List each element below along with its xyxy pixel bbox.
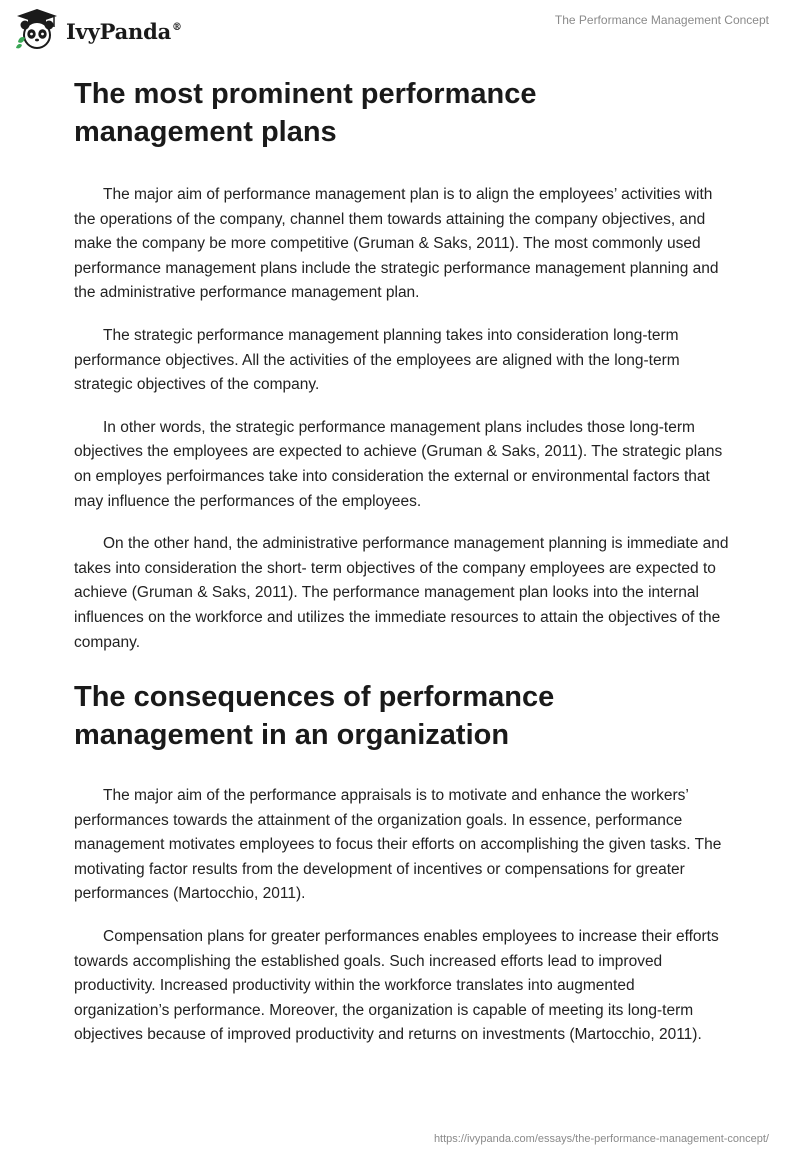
- paragraph: The strategic performance management planning takes into consideration long-term performance objectives. All the activities of the employees are aligned with the long-term strategic objectives of the company.: [74, 326, 680, 394]
- paragraph: The major aim of the performance appraisals is to motivate and enhance the workers’ performances towards the attainment of the organization goals. In essence, performance management motivates employees to focus their efforts on accomplishing the given tasks. The motivating factor results from the development of incentives or compensations for greater performances (Martocchio, 2011).: [74, 787, 722, 903]
- section-heading: The most prominent performance management plans: [74, 78, 537, 148]
- paragraph: The major aim of performance management plan is to align the employees’ activities with the operations of the company, channel them towards attaining the company objectives, and make the company be more competitive (Gruman & Saks, 2011). The most commonly used performance management plans include the strategic performance management planning and the administrative performance management plan.: [74, 186, 719, 302]
- paragraph: In other words, the strategic performance management plans includes those long-term objectives the employees are expected to achieve (Gruman & Saks, 2011). The strategic plans on employes perfoirmances take into consideration the external or environmental factors that may influence the performances of the employees.: [74, 418, 723, 510]
- paragraph: On the other hand, the administrative performance management planning is immediate and takes into consideration the short- term objectives of the company employees are expected to achieve (Gruman & Saks, 2011). The performance management plan looks into the internal influences on the workforce and utilizes the immediate resources to attain the objectives of the company.: [74, 535, 729, 651]
- source-url[interactable]: https://ivypanda.com/essays/the-performance-management-concept/: [433, 1133, 769, 1145]
- document-title: The Performance Management Concept: [554, 13, 769, 27]
- brand-name: IvyPanda®: [66, 18, 182, 44]
- article-body: [74, 70, 734, 1066]
- paragraph: Compensation plans for greater performances enables employees to increase their efforts towards accomplishing the established goals. Such increased efforts lead to improved productivity. Increased productivity within the workforce translates into augmented organization’s performance. Moreover, the organization is capable of meeting its long-term objectives because of improved productivity and returns on investments (Martocchio, 2011).: [74, 928, 719, 1044]
- panda-logo-icon: [14, 8, 60, 50]
- brand-logo[interactable]: [14, 8, 182, 50]
- page-header: [0, 0, 800, 56]
- section-heading: The consequences of performance management in an organization: [74, 681, 555, 752]
